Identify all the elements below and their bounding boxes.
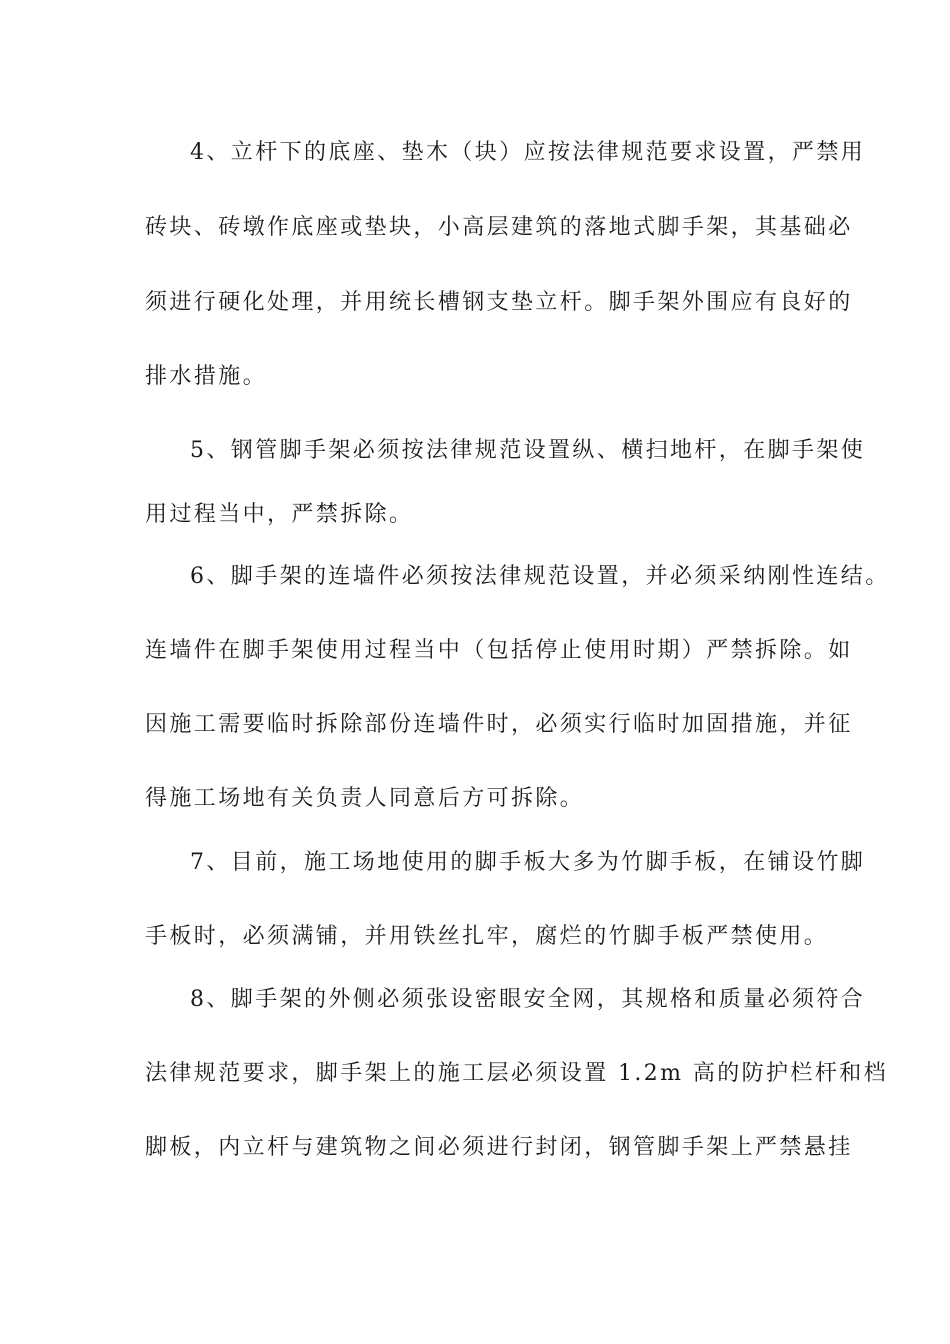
- paragraph-6-line-1: 6、脚手架的连墙件必须按法律规范设置，并必须采纳刚性连结。: [190, 564, 890, 589]
- paragraph-6-line-2: 连墙件在脚手架使用过程当中（包括停止使用时期）严禁拆除。如: [145, 638, 853, 663]
- paragraph-8-line-2: 法律规范要求，脚手架上的施工层必须设置 1.2m 高的防护栏杆和档: [145, 1061, 889, 1086]
- paragraph-4-line-3: 须进行硬化处理，并用统长槽钢支垫立杆。脚手架外围应有良好的: [145, 290, 853, 315]
- paragraph-4-line-1: 4、立杆下的底座、垫木（块）应按法律规范要求设置，严禁用: [190, 140, 866, 165]
- paragraph-7-line-2: 手板时，必须满铺，并用铁丝扎牢，腐烂的竹脚手板严禁使用。: [145, 924, 829, 949]
- paragraph-6-line-4: 得施工场地有关负责人同意后方可拆除。: [145, 786, 585, 811]
- paragraph-4-line-2: 砖块、砖墩作底座或垫块，小高层建筑的落地式脚手架，其基础必: [145, 215, 853, 240]
- paragraph-8-line-1: 8、脚手架的外侧必须张设密眼安全网，其规格和质量必须符合: [190, 987, 866, 1012]
- paragraph-6-line-3: 因施工需要临时拆除部份连墙件时，必须实行临时加固措施，并征: [145, 712, 853, 737]
- paragraph-8-line-3: 脚板，内立杆与建筑物之间必须进行封闭，钢管脚手架上严禁悬挂: [145, 1135, 853, 1160]
- paragraph-5-line-2: 用过程当中，严禁拆除。: [145, 502, 414, 527]
- paragraph-7-line-1: 7、目前，施工场地使用的脚手板大多为竹脚手板，在铺设竹脚: [190, 850, 866, 875]
- paragraph-4-line-4: 排水措施。: [145, 364, 268, 389]
- paragraph-5-line-1: 5、钢管脚手架必须按法律规范设置纵、横扫地杆，在脚手架使: [190, 438, 866, 463]
